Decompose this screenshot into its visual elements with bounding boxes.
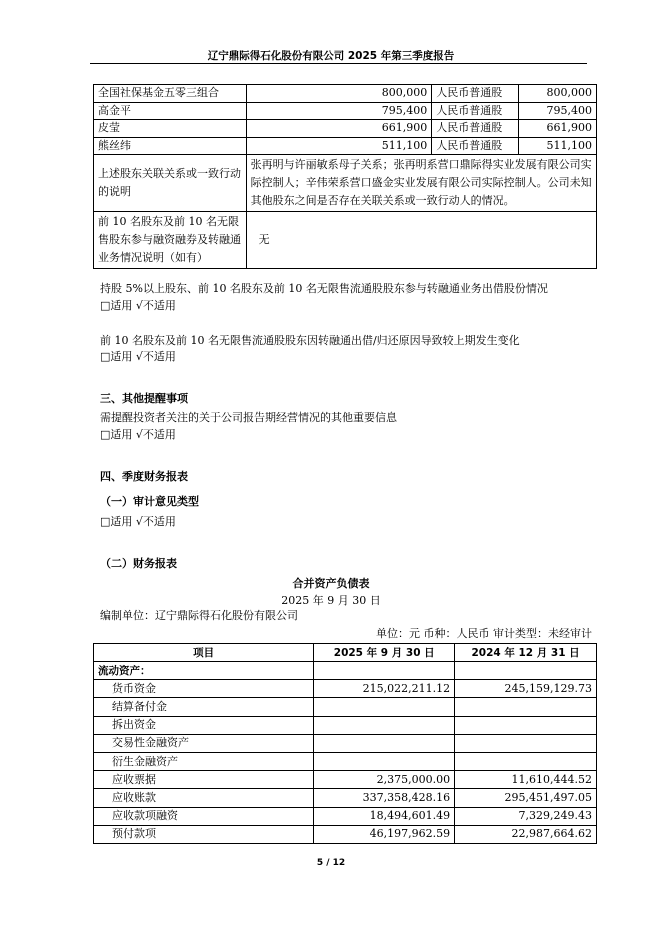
balance-row [94, 752, 597, 770]
statement-meta: 单位：元 币种：人民币 审计类型：未经审计 [376, 627, 592, 640]
section-3-choice: □适用 √不适用 [100, 428, 176, 441]
shareholder-name: 全国社保基金五零三组合 [94, 85, 247, 103]
shareholder-name: 高金平 [94, 102, 247, 120]
balance-row [94, 716, 597, 734]
shareholder-row [94, 102, 597, 120]
relation-text: 张再明与许丽敏系母子关系；张再明系营口鼎际得实业发展有限公司实际控制人；辛伟荣系营口盛金实业发展有限公司实际控制人。公司未知其他股东之间是否存在关联关系或一致行动人的情况。 [246, 155, 596, 212]
prior-value [455, 716, 597, 734]
line-item: 应收款项融资 [94, 807, 314, 825]
shareholder-amount: 795,400 [246, 102, 432, 120]
prior-value [455, 698, 597, 716]
shareholder-amount: 511,100 [246, 137, 432, 155]
prior-value: 22,987,664.62 [455, 825, 597, 843]
statement-date: 2025 年 9 月 30 日 [281, 594, 381, 607]
shareholder-name: 皮莹 [94, 120, 247, 138]
line-item: 应收票据 [94, 771, 314, 789]
prior-value: 7,329,249.43 [455, 807, 597, 825]
line-item: 结算备付金 [94, 698, 314, 716]
shareholder-name: 熊丝纬 [94, 137, 247, 155]
shareholder-row [94, 120, 597, 138]
current-value [314, 698, 455, 716]
share-type-amount: 661,900 [519, 120, 597, 138]
prior-value [455, 734, 597, 752]
section-4-heading: 四、季度财务报表 [100, 470, 188, 483]
section-3-heading: 三、其他提醒事项 [100, 392, 188, 405]
balance-row [94, 807, 597, 825]
statement-title: 合并资产负债表 [292, 577, 370, 590]
current-value [314, 716, 455, 734]
line-item: 拆出资金 [94, 716, 314, 734]
page-header: 辽宁鼎际得石化股份有限公司 2025 年第三季度报告 [207, 50, 455, 62]
share-type: 人民币普通股 [432, 85, 519, 103]
balance-row [94, 825, 597, 843]
prior-value: 11,610,444.52 [455, 771, 597, 789]
preparer-unit: 编制单位：辽宁鼎际得石化股份有限公司 [100, 609, 298, 622]
balance-row [94, 771, 597, 789]
shareholder-row [94, 137, 597, 155]
section-4-1-choice: □适用 √不适用 [100, 515, 176, 528]
current-value [314, 752, 455, 770]
section-4-1-heading: （一）审计意见类型 [100, 495, 199, 508]
share-type: 人民币普通股 [432, 137, 519, 155]
current-value: 337,358,428.16 [314, 789, 455, 807]
current-value: 46,197,962.59 [314, 825, 455, 843]
margin-text: 无 [246, 212, 596, 269]
share-type-amount: 800,000 [519, 85, 597, 103]
current-value: 215,022,211.12 [314, 680, 455, 698]
share-type-amount: 511,100 [519, 137, 597, 155]
lending-title: 持股 5%以上股东、前 10 名股东及前 10 名无限售流通股股东参与转融通业务出借股份情况 [100, 282, 548, 295]
balance-row [94, 734, 597, 752]
shareholder-row [94, 85, 597, 103]
line-item: 交易性金融资产 [94, 734, 314, 752]
shareholder-amount: 800,000 [246, 85, 432, 103]
change-title: 前 10 名股东及前 10 名无限售流通股股东因转融通出借/归还原因导致较上期发生变化 [100, 334, 520, 347]
prior-value: 295,451,497.05 [455, 789, 597, 807]
page-number: 5 / 12 [316, 858, 346, 868]
shareholder-amount: 661,900 [246, 120, 432, 138]
share-type: 人民币普通股 [432, 102, 519, 120]
category-current-assets: 流动资产： [94, 662, 314, 680]
line-item: 应收账款 [94, 789, 314, 807]
change-choice: □适用 √不适用 [100, 350, 176, 363]
prior-value [455, 752, 597, 770]
line-item: 货币资金 [94, 680, 314, 698]
share-type-amount: 795,400 [519, 102, 597, 120]
col-header-item: 项目 [94, 644, 314, 662]
margin-label: 前 10 名股东及前 10 名无限售股东参与融资融券及转融通业务情况说明（如有） [94, 212, 247, 269]
col-header-prior: 2024 年 12 月 31 日 [455, 644, 597, 662]
balance-row [94, 698, 597, 716]
prior-value: 245,159,129.73 [455, 680, 597, 698]
col-header-current: 2025 年 9 月 30 日 [314, 644, 455, 662]
header-divider [90, 63, 587, 64]
section-4-2-heading: （二）财务报表 [100, 557, 177, 570]
current-value: 18,494,601.49 [314, 807, 455, 825]
relation-label: 上述股东关联关系或一致行动的说明 [94, 155, 247, 212]
section-3-text: 需提醒投资者关注的关于公司报告期经营情况的其他重要信息 [100, 411, 397, 424]
lending-choice: □适用 √不适用 [100, 299, 176, 312]
line-item: 衍生金融资产 [94, 752, 314, 770]
line-item: 预付款项 [94, 825, 314, 843]
current-value [314, 734, 455, 752]
balance-row [94, 789, 597, 807]
balance-row [94, 680, 597, 698]
shareholder-table [93, 84, 597, 269]
balance-sheet-table [93, 643, 597, 844]
current-value: 2,375,000.00 [314, 771, 455, 789]
share-type: 人民币普通股 [432, 120, 519, 138]
